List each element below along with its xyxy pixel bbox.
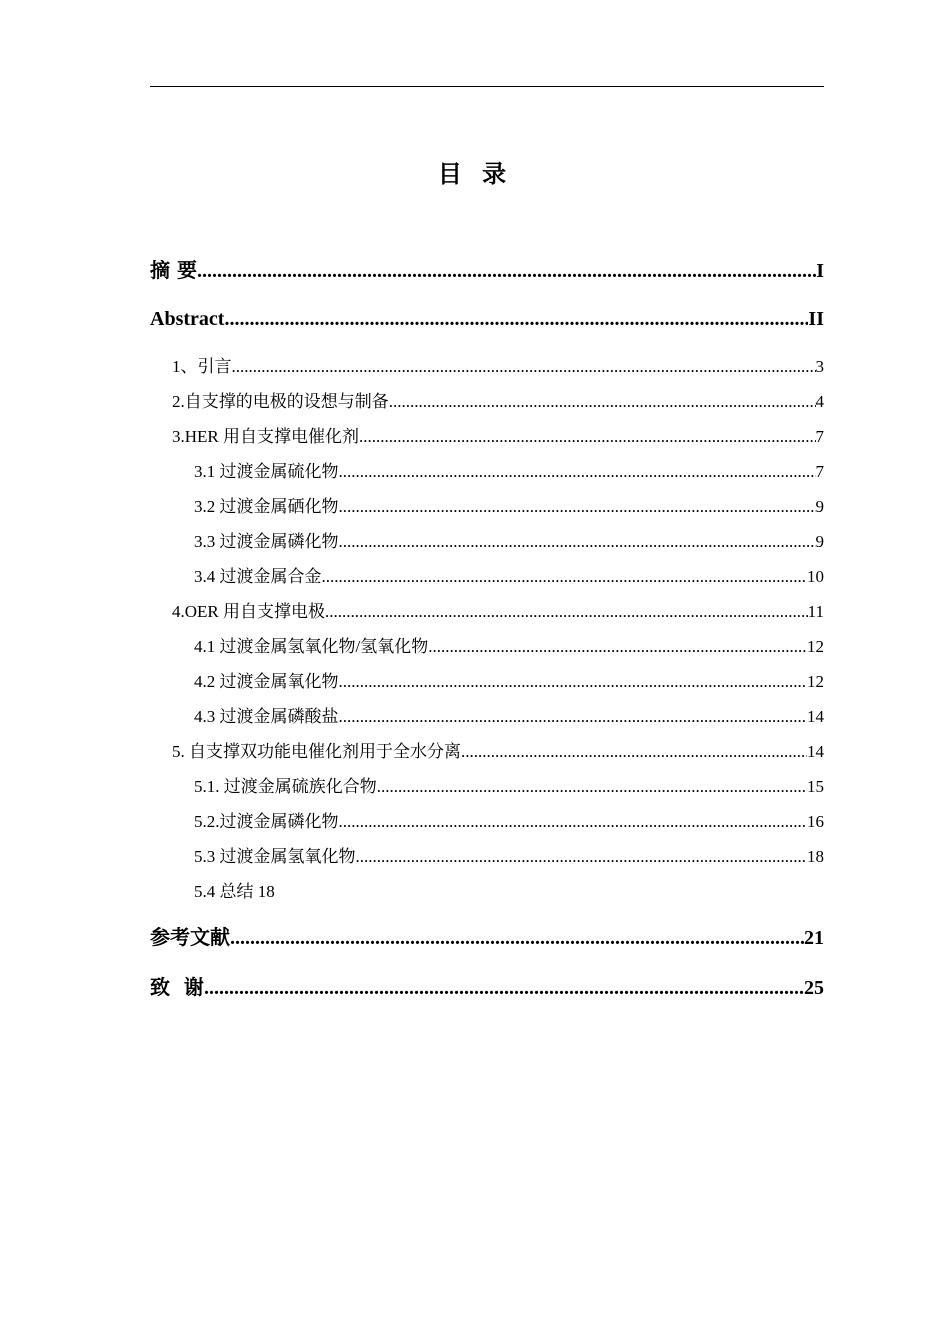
- toc-entry-label: Abstract: [150, 308, 225, 330]
- toc-entry[interactable]: [172, 425, 824, 449]
- toc-entry-label: 参考文献: [150, 925, 230, 949]
- toc-entry-page: 11: [807, 602, 824, 621]
- toc-leader-dots: [224, 305, 808, 333]
- toc-entry-label: 3.2 过渡金属硒化物: [194, 497, 339, 516]
- toc-entry-label: 5.3 过渡金属氢氧化物: [194, 847, 356, 866]
- toc-entry-page: 25: [804, 977, 824, 999]
- toc-entry-label: 4.OER 用自支撑电极: [172, 602, 325, 621]
- toc-leader-dots: [339, 705, 808, 729]
- toc-entry[interactable]: [194, 670, 824, 694]
- toc-entry-label: 致 谢: [150, 975, 204, 999]
- toc-entry-label: 摘 要: [150, 258, 197, 282]
- toc-leader-dots: [461, 740, 807, 764]
- toc-entry[interactable]: [172, 390, 824, 414]
- toc-leader-dots: [232, 355, 816, 379]
- toc-entry[interactable]: [194, 810, 824, 834]
- toc-entry-page: 14: [807, 707, 824, 726]
- toc-entry-page: 9: [815, 532, 824, 551]
- toc-entry[interactable]: [194, 495, 824, 519]
- toc-leader-dots: [377, 775, 807, 799]
- toc-leader-dots: [356, 845, 808, 869]
- toc-entry-page: 18: [807, 847, 824, 866]
- toc-entry[interactable]: [194, 705, 824, 729]
- toc-entry[interactable]: [194, 565, 824, 589]
- toc-leader-dots: [230, 924, 804, 952]
- toc-entry[interactable]: [194, 635, 824, 659]
- toc-entry-abstract-en[interactable]: [150, 305, 824, 333]
- toc-leader-dots: [339, 495, 816, 519]
- toc-entry[interactable]: [194, 880, 824, 904]
- toc-leader-dots: [339, 810, 808, 834]
- toc-entry-references[interactable]: [150, 923, 824, 952]
- toc-entry-page: 21: [804, 927, 824, 949]
- toc-leader-dots: [339, 530, 816, 554]
- toc-leader-dots: [325, 600, 808, 624]
- toc-entry-label: 5. 自支撑双功能电催化剂用于全水分离: [172, 742, 461, 761]
- toc-entry[interactable]: [172, 355, 824, 379]
- toc-entry[interactable]: [194, 845, 824, 869]
- toc-entry-page: 15: [807, 777, 824, 796]
- toc-leader-dots: [204, 974, 804, 1002]
- toc-entry-acknowledgements[interactable]: [150, 973, 824, 1002]
- toc-entry-page: 4: [815, 392, 824, 411]
- toc-entry-page: II: [808, 308, 824, 330]
- toc-entry[interactable]: [194, 530, 824, 554]
- toc-entry-page: 7: [815, 427, 824, 446]
- toc-entry-page: 7: [815, 462, 824, 481]
- toc-entry-label: 3.4 过渡金属合金: [194, 567, 322, 586]
- toc-entry-label: 1、引言: [172, 357, 232, 376]
- toc-entry[interactable]: [172, 600, 824, 624]
- toc-leader-dots: [428, 635, 807, 659]
- toc-entry-label: 5.1. 过渡金属硫族化合物: [194, 777, 377, 796]
- toc-leader-dots: [359, 425, 816, 449]
- toc-entry[interactable]: [172, 740, 824, 764]
- toc-entry-page: 3: [815, 357, 824, 376]
- toc-leader-dots: [389, 390, 816, 414]
- toc-entry-page: 10: [807, 567, 824, 586]
- toc-entry-label: 3.1 过渡金属硫化物: [194, 462, 339, 481]
- toc-entry-label: 4.2 过渡金属氧化物: [194, 672, 339, 691]
- page-title: 目 录: [437, 160, 513, 188]
- toc-leader-dots: [197, 257, 816, 285]
- toc-entry-page: 14: [807, 742, 824, 761]
- toc-entry-label: 2.自支撑的电极的设想与制备: [172, 392, 389, 411]
- toc-entry-label: 5.2.过渡金属磷化物: [194, 812, 339, 831]
- toc-entry-label: 3.3 过渡金属磷化物: [194, 532, 339, 551]
- toc-entry[interactable]: [194, 775, 824, 799]
- toc-leader-dots: [322, 565, 808, 589]
- toc-entry-page: 12: [807, 672, 824, 691]
- toc-leader-dots: [339, 670, 808, 694]
- toc-entry-label: 5.4 总结 18: [194, 882, 275, 901]
- toc-entry-page: 16: [807, 812, 824, 831]
- toc-entry-page: 12: [807, 637, 824, 656]
- toc-entry-label: 4.3 过渡金属磷酸盐: [194, 707, 339, 726]
- toc-entry-abstract-zh[interactable]: [150, 256, 824, 285]
- toc-entry-label: 4.1 过渡金属氢氧化物/氢氧化物: [194, 637, 429, 656]
- header-rule: [150, 86, 824, 87]
- toc-entry-page: 9: [815, 497, 824, 516]
- toc-entry-label: 3.HER 用自支撑电催化剂: [172, 427, 359, 446]
- toc-leader-dots: [339, 460, 816, 484]
- toc-entry[interactable]: [194, 460, 824, 484]
- toc-entry-page: I: [816, 260, 824, 282]
